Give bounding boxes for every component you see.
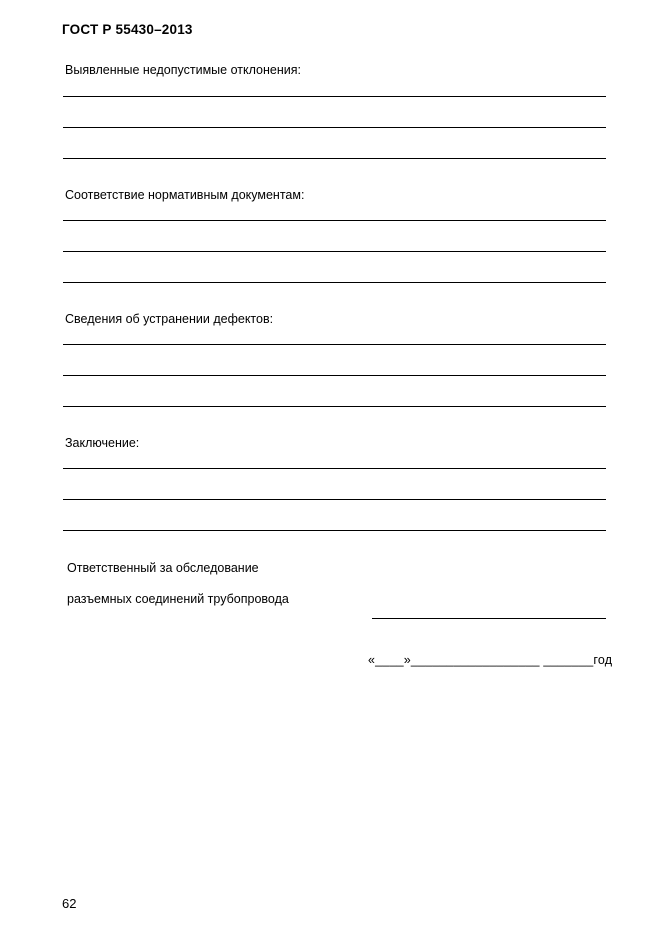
rule: [63, 406, 606, 407]
rule: [63, 530, 606, 531]
responsible-line-2: разъемных соединений трубопровода: [67, 592, 289, 606]
rule: [63, 96, 606, 97]
signature-rule: [372, 618, 606, 619]
rule: [63, 127, 606, 128]
field-label-defects: Сведения об устранении дефектов:: [65, 312, 274, 326]
date-line: «____»__________________ _______год: [368, 653, 613, 667]
rule: [63, 220, 606, 221]
rule: [63, 468, 606, 469]
page-number: 62: [62, 896, 77, 911]
standard-header: ГОСТ Р 55430–2013: [62, 22, 193, 37]
rule: [63, 251, 606, 252]
field-label-conclusion: Заключение:: [65, 436, 140, 450]
field-label-deviations: Выявленные недопустимые отклонения:: [65, 63, 301, 77]
field-label-compliance: Соответствие нормативным документам:: [65, 188, 305, 202]
responsible-line-1: Ответственный за обследование: [67, 561, 259, 575]
rule: [63, 375, 606, 376]
rule: [63, 158, 606, 159]
rule: [63, 499, 606, 500]
rule: [63, 344, 606, 345]
rule: [63, 282, 606, 283]
